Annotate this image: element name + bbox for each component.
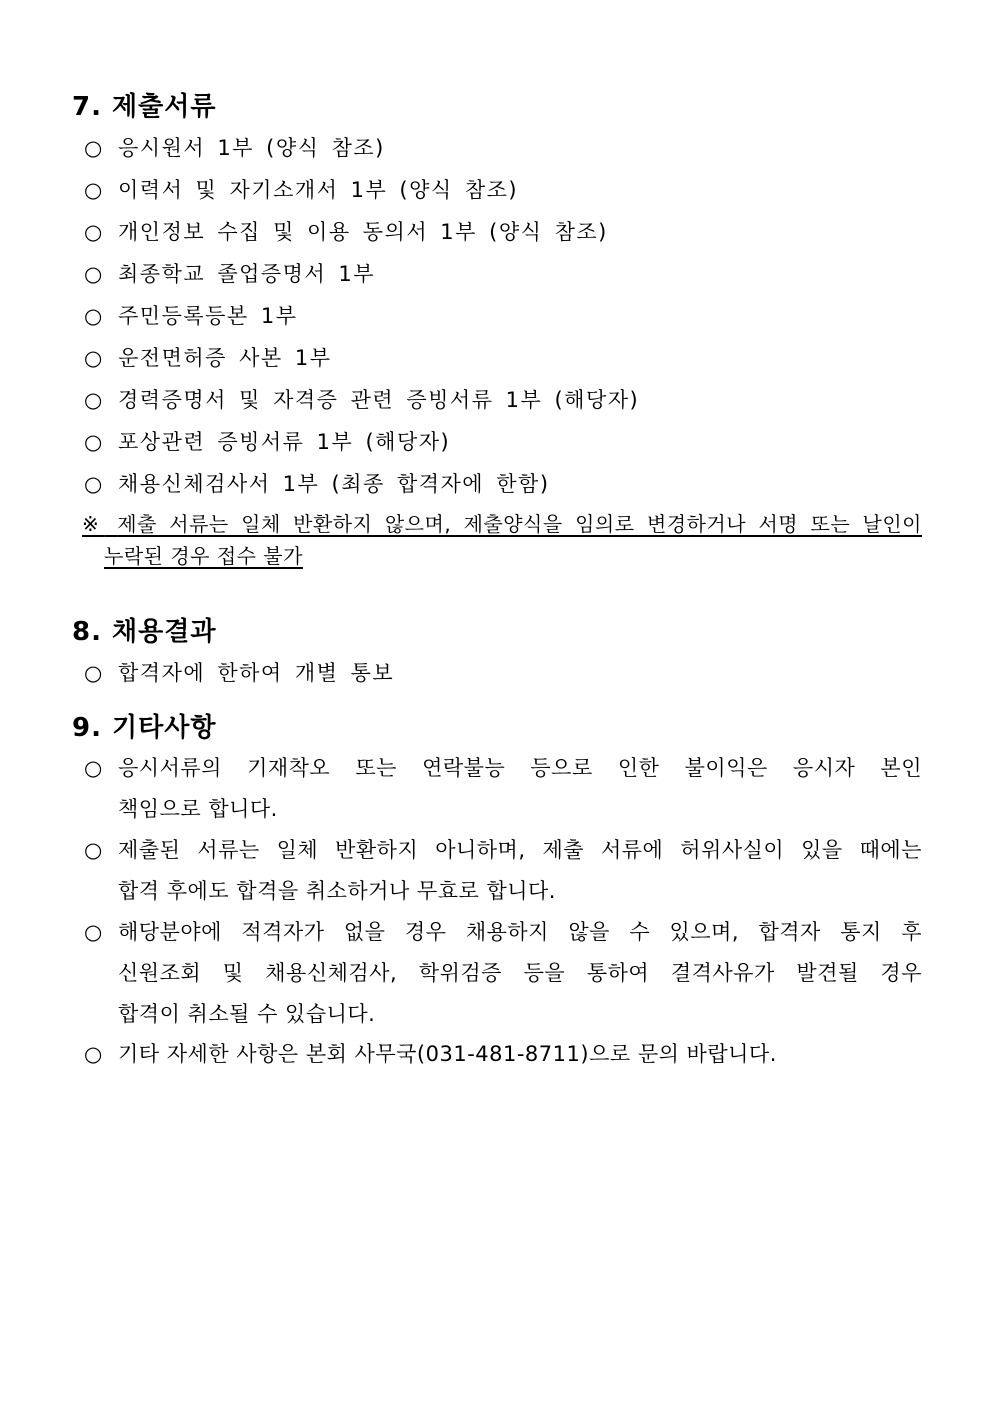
list-item-text: 주민등록등본 1부 [118,304,298,328]
reference-mark-icon: ※ [82,512,105,536]
list-item [84,652,922,694]
circle-bullet-icon: ○ [84,220,103,244]
section-9-title: 9. 기타사항 [72,713,217,743]
circle-bullet-icon: ○ [84,1042,103,1066]
section-7-title: 7. 제출서류 [72,92,217,122]
note-line-2: 누락된 경우 접수 불가 [104,544,303,568]
list-item-line: 신원조회 및 채용신체검사, 학위검증 등을 통하여 결격사유가 발견될 경우 [118,961,922,985]
circle-bullet-icon: ○ [84,661,103,685]
list-item-text: 운전면허증 사본 1부 [118,346,332,370]
list-item-text: 채용신체검사서 1부 (최종 합격자에 한함) [118,472,550,496]
circle-bullet-icon: ○ [84,920,103,944]
submission-note [82,508,922,572]
list-item [84,379,922,421]
list-item-line: 합격 후에도 합격을 취소하거나 무효로 합니다. [118,879,556,903]
circle-bullet-icon: ○ [84,178,103,202]
circle-bullet-icon: ○ [84,262,103,286]
list-item [84,1034,922,1075]
list-item [84,463,922,505]
list-item [84,830,922,912]
list-item-text: 이력서 및 자기소개서 1부 (양식 참조) [118,178,519,202]
list-item [84,127,922,169]
list-item-line: ○ 기타 자세한 사항은 본회 사무국(031-481-8711)으로 문의 바랍니다. [84,1034,922,1075]
list-item [84,253,922,295]
list-item-line: 합격이 취소될 수 있습니다. [118,1002,376,1026]
circle-bullet-icon: ○ [84,756,103,780]
circle-bullet-icon: ○ [84,346,103,370]
circle-bullet-icon: ○ [84,472,103,496]
list-item [84,295,922,337]
list-item-text: 개인정보 수집 및 이용 동의서 1부 (양식 참조) [118,220,608,244]
list-item-text: 응시원서 1부 (양식 참조) [118,136,385,160]
circle-bullet-icon: ○ [84,304,103,328]
list-item [84,211,922,253]
list-item-line: ○ 제출된 서류는 일체 반환하지 아니하며, 제출 서류에 허위사실이 있을 때에는 [84,830,922,871]
section-8-title: 8. 채용결과 [72,617,217,647]
list-item-line: 책임으로 합니다. [118,797,278,821]
list-item [84,421,922,463]
list-item-text: 최종학교 졸업증명서 1부 [118,262,376,286]
circle-bullet-icon: ○ [84,838,103,862]
circle-bullet-icon: ○ [84,388,103,412]
list-item-line: ○ 해당분야에 적격자가 없을 경우 채용하지 않을 수 있으며, 합격자 통지 후 [84,912,922,953]
circle-bullet-icon: ○ [84,430,103,454]
list-item-text: 포상관련 증빙서류 1부 (해당자) [118,430,451,454]
list-item [84,748,922,830]
list-item-text: 합격자에 한하여 개별 통보 [118,661,395,685]
list-item [84,337,922,379]
circle-bullet-icon: ○ [84,136,103,160]
list-item [84,912,922,1035]
list-item-line: ○ 응시서류의 기재착오 또는 연락불능 등으로 인한 불이익은 응시자 본인 [84,748,922,789]
list-item [84,169,922,211]
list-item-text: 경력증명서 및 자격증 관련 증빙서류 1부 (해당자) [118,388,640,412]
note-line-1: ※ 제출 서류는 일체 반환하지 않으며, 제출양식을 임의로 변경하거나 서명 또는 날인이 [82,512,922,536]
